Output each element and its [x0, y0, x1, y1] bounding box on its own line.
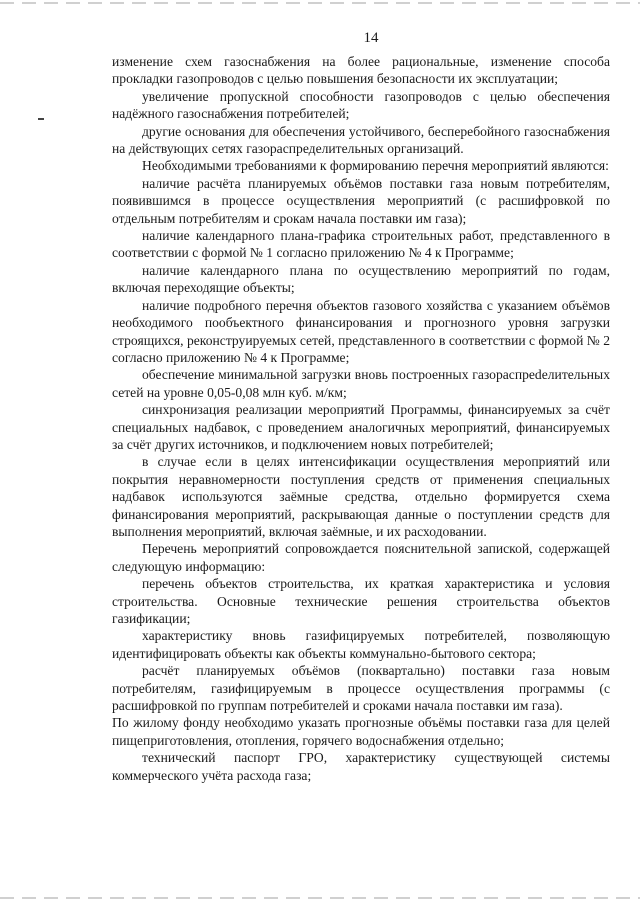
- paragraph-annual-plan: наличие календарного плана по осуществлению мероприятий по годам, включая переходящие объекты;: [112, 262, 610, 296]
- page-number: 14: [363, 30, 379, 46]
- paragraph-synchronization: синхронизация реализации мероприятий Программы, финансируемых за счёт специальных надбавок, с проведением аналогичных мероприятий, финансируемых за счёт других источников, и подключением новых потребителей;: [112, 402, 610, 452]
- paragraph-schedule-form1: наличие календарного плана-графика строительных работ, представленного в соответствии с формой № 1 согласно приложению № 4 к Программе;: [112, 228, 610, 261]
- paragraph-construction-list: перечень объектов строительства, их краткая характеристика и условия строительства. Основные технические решения строительства объектов газификации;: [112, 576, 610, 626]
- paragraph-other-grounds: другие основания для обеспечения устойчивого, бесперебойного газоснабжения на действующих сетях газораспределительных организаций.: [112, 123, 610, 157]
- paragraph-schemes: изменение схем газоснабжения на более рациональные, изменение способа прокладки газопроводов с целью повышения безопасности их эксплуатации;: [112, 54, 610, 87]
- paragraph-quarterly-calc: расчёт планируемых объёмов (поквартально) поставки газа новым потребителям, газифицируемым в процессе осуществления программы (с расшифровкой по группам потребителей и сроками начала поставки им газа).: [112, 663, 610, 714]
- scan-speck: [38, 118, 44, 120]
- scan-edge-top: [0, 2, 640, 4]
- paragraph-min-load: обеспечение минимальной загрузки вновь построенных газораспреdелительных сетей на уровне 0,05-0,08 млн куб. м/км;: [112, 367, 610, 400]
- paragraph-technical-passport: технический паспорт ГРО, характеристику существующей системы коммерческого учёта расхода газа;: [112, 750, 610, 783]
- paragraph-borrowed-funds: в случае если в целях интенсификации осуществления мероприятий или покрытия неравномерности поступления средств от применения специальных надбавок используются заёмные средства, отдельно формируется схема финансирования мероприятий, раскрывающая данные о поступлении средств для выполнения мероприятий, включая заёмные, и их расходовании.: [112, 454, 610, 539]
- scan-edge-bottom: [0, 897, 640, 899]
- paragraph-requirements-intro: Необходимыми требованиями к формированию перечня мероприятий являются:: [142, 158, 609, 174]
- paragraph-explanatory-note: Перечень мероприятий сопровождается пояснительной запиской, содержащей следующую информацию:: [112, 541, 610, 574]
- paragraph-object-list: наличие подробного перечня объектов газового хозяйства с указанием объёмов необходимого пообъектного финансирования и прогнозного уровня загрузки строящихся, реконструируемых сетей, представленного в соответствии с формой № 2 согласно приложению № 4 к Программе;: [112, 297, 610, 365]
- paragraph-consumers: характеристику вновь газифицируемых потребителей, позволяющую идентифицировать объекты как объекты коммунально-бытового сектора;: [112, 628, 610, 661]
- paragraph-volume-calc: наличие расчёта планируемых объёмов поставки газа новым потребителям, появившимся в процессе осуществления мероприятий (с расшифровкой по отдельным потребителям и срокам начала поставки им газа);: [112, 175, 610, 226]
- paragraph-capacity: увеличение пропускной способности газопроводов с целью обеспечения надёжного газоснабжения потребителей;: [112, 88, 610, 122]
- paragraph-housing-stock: По жилому фонду необходимо указать прогнозные объёмы поставки газа для целей пищеприготовления, отопления, горячего водоснабжения отдельно;: [112, 715, 610, 748]
